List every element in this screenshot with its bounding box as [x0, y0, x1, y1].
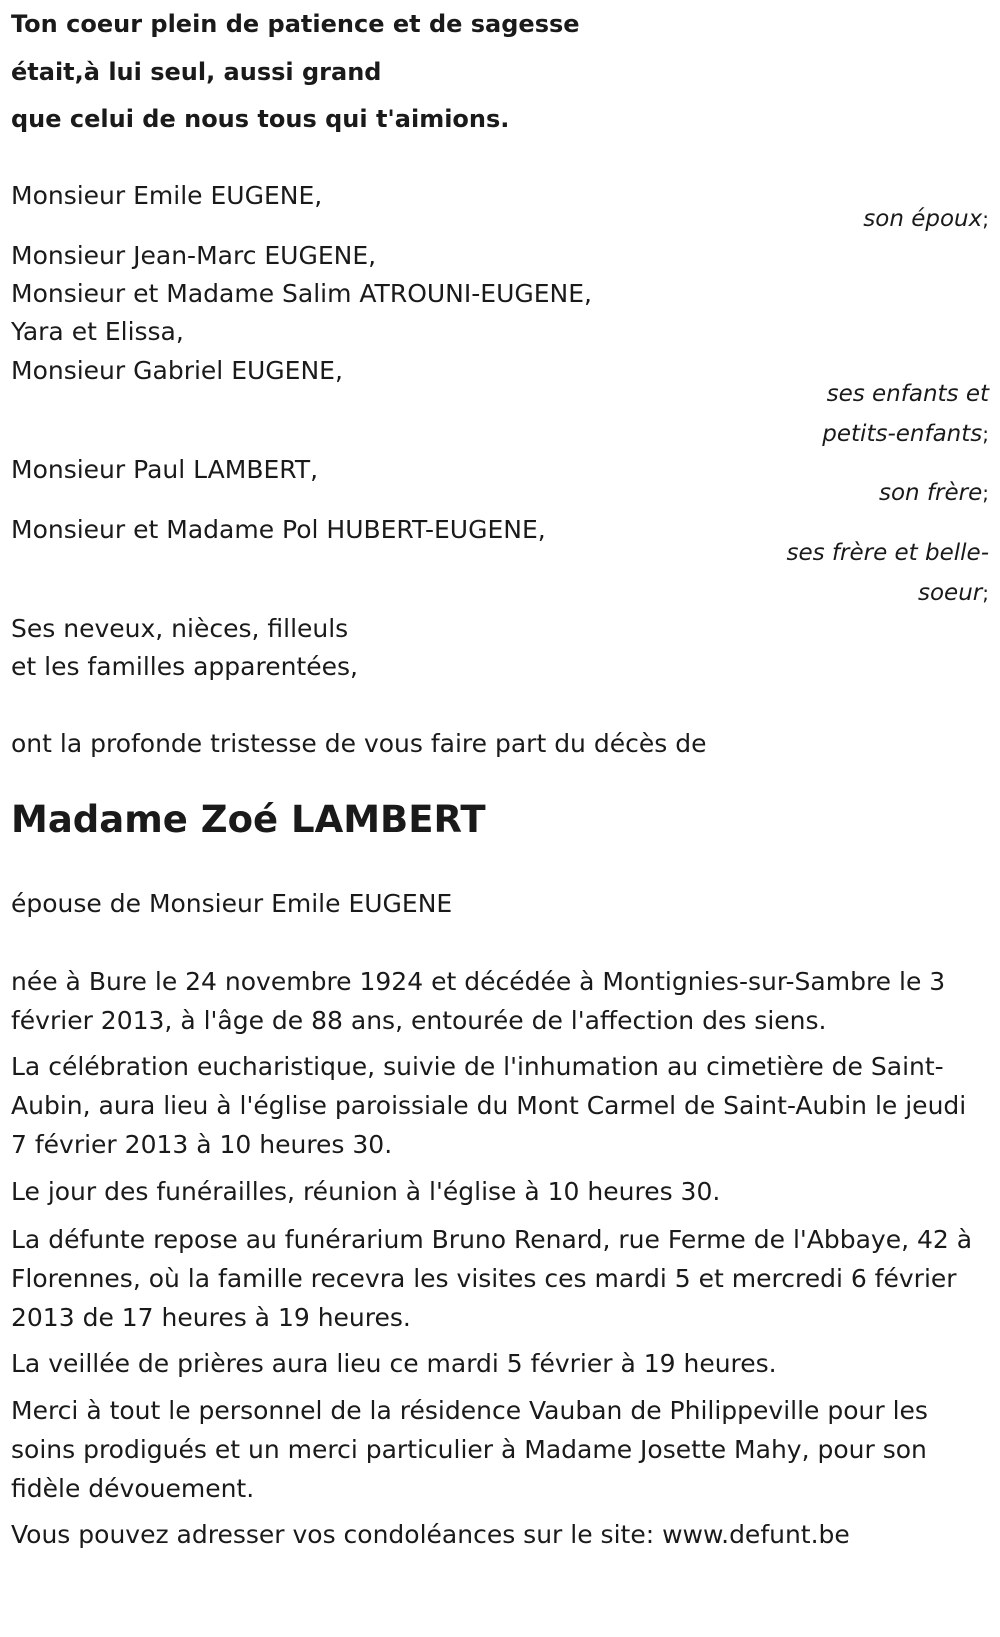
extended-family: et les familles apparentées, [11, 652, 358, 681]
deceased-name: Madame Zoé LAMBERT [11, 798, 486, 841]
celebration-paragraph: La célébration eucharistique, suivie de l'inhumation au cimetière de Saint-Aubin, aura lieu à l'église paroissiale du Mont Carmel de Saint-Aubin le jeudi 7 février 2013 à 10 heures 30. [11, 1052, 967, 1159]
poem-line: Ton coeur plein de patience et de sagesse [11, 10, 580, 38]
vigil-paragraph: La veillée de prières aura lieu ce mardi 5 février à 19 heures. [11, 1349, 777, 1378]
child-name: Yara et Elissa, [11, 317, 184, 346]
poem-line: que celui de nous tous qui t'aimions. [11, 105, 510, 133]
spouse-of: épouse de Monsieur Emile EUGENE [11, 889, 453, 918]
condolences-paragraph: Vous pouvez adresser vos condoléances sur le site: www.defunt.be [11, 1520, 850, 1549]
child-name: Monsieur Gabriel EUGENE, [11, 356, 343, 385]
children-relation: ses enfants et petits-enfants; [822, 381, 989, 447]
child-name: Monsieur et Madame Salim ATROUNI-EUGENE, [11, 279, 592, 308]
inlaws-relation: ses frère et belle- soeur; [786, 540, 989, 606]
thanks-paragraph: Merci à tout le personnel de la résidence Vauban de Philippeville pour les soins prodigués et un merci particulier à Madame Josette Mahy, pour son fidèle dévouement. [11, 1396, 928, 1503]
inlaws-name: Monsieur et Madame Pol HUBERT-EUGENE, [11, 515, 546, 544]
brother-name: Monsieur Paul LAMBERT, [11, 455, 319, 484]
extended-family: Ses neveux, nièces, filleuls [11, 614, 349, 643]
brother-relation: son frère; [878, 480, 989, 506]
spouse-relation: son époux; [863, 206, 989, 232]
child-name: Monsieur Jean-Marc EUGENE, [11, 241, 377, 270]
spouse-name: Monsieur Emile EUGENE, [11, 181, 323, 210]
announcement: ont la profonde tristesse de vous faire part du décès de [11, 729, 707, 758]
funeral-meeting-paragraph: Le jour des funérailles, réunion à l'église à 10 heures 30. [11, 1177, 721, 1206]
funerarium-paragraph: La défunte repose au funérarium Bruno Renard, rue Ferme de l'Abbaye, 42 à Florennes, où la famille recevra les visites ces mardi 5 et mercredi 6 février 2013 de 17 heures à 19 heures. [11, 1225, 973, 1332]
birth-death-paragraph: née à Bure le 24 novembre 1924 et décédée à Montignies-sur-Sambre le 3 février 2013, à l'âge de 88 ans, entourée de l'affection des siens. [11, 967, 946, 1035]
poem-line: était,à lui seul, aussi grand [11, 58, 382, 86]
